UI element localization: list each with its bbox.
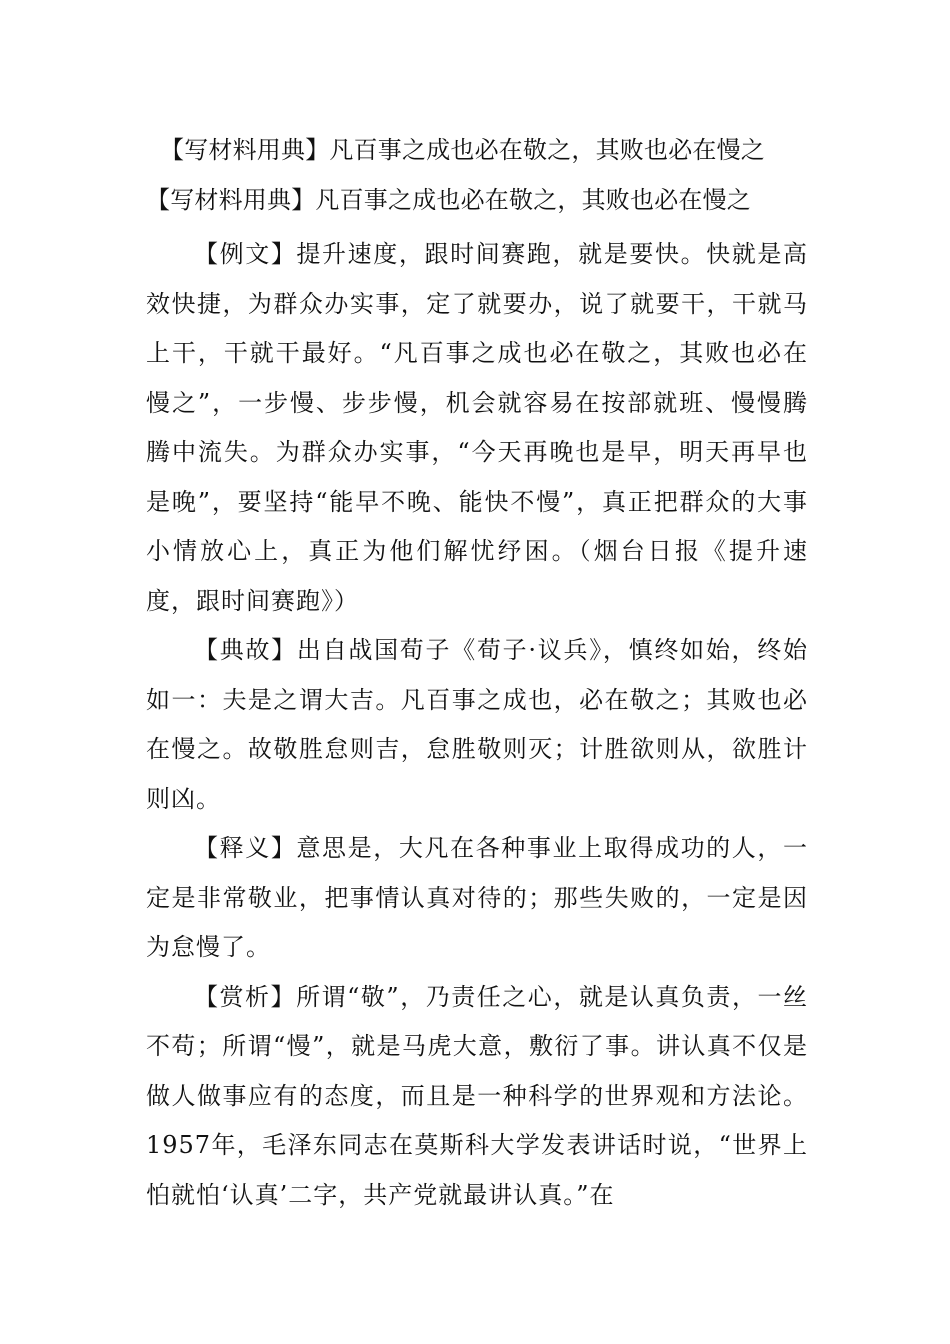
paragraph-example: 【例文】提升速度，跟时间赛跑，就是要快。快就是高效快捷，为群众办实事，定了就要办，说了就要干，干就马上干，干就干最好。“凡百事之成也必在敬之，其败也必在慢之”，一步慢、步步慢，机会就容易在按部就班、慢慢腾腾中流失。为群众办实事，“今天再晚也是早，明天再早也是晚”，要坚持“能早不晚、能快不慢”，真正把群众的大事小情放心上，真正为他们解忧纾困。（烟台日报《提升速度，跟时间赛跑》）: [146, 240, 808, 615]
document-subtitle: 【写材料用典】凡百事之成也必在敬之，其败也必在慢之: [146, 186, 751, 214]
paragraph-meaning: 【释义】意思是，大凡在各种事业上取得成功的人，一定是非常敬业，把事情认真对待的；那些失败的，一定是因为怠慢了。: [146, 834, 808, 961]
paragraph-appreciation: 【赏析】所谓“敬”，乃责任之心，就是认真负责，一丝不苟；所谓“慢”，就是马虎大意，敷衍了事。讲认真不仅是做人做事应有的态度，而且是一种科学的世界观和方法论。1957年，毛泽东同志在莫斯科大学发表讲话时说，“世界上怕就怕‘认真’二字，共产党就最讲认真。”在: [146, 982, 808, 1209]
document-title: 【写材料用典】凡百事之成也必在敬之，其败也必在慢之: [160, 136, 765, 164]
document-body: [146, 180, 808, 1220]
paragraph-allusion: 【典故】出自战国荀子《荀子·议兵》，慎终如始，终始如一：夫是之谓大吉。凡百事之成也，必在敬之；其败也必在慢之。故敬胜怠则吉，怠胜敬则灭；计胜欲则从，欲胜计则凶。: [146, 636, 808, 813]
